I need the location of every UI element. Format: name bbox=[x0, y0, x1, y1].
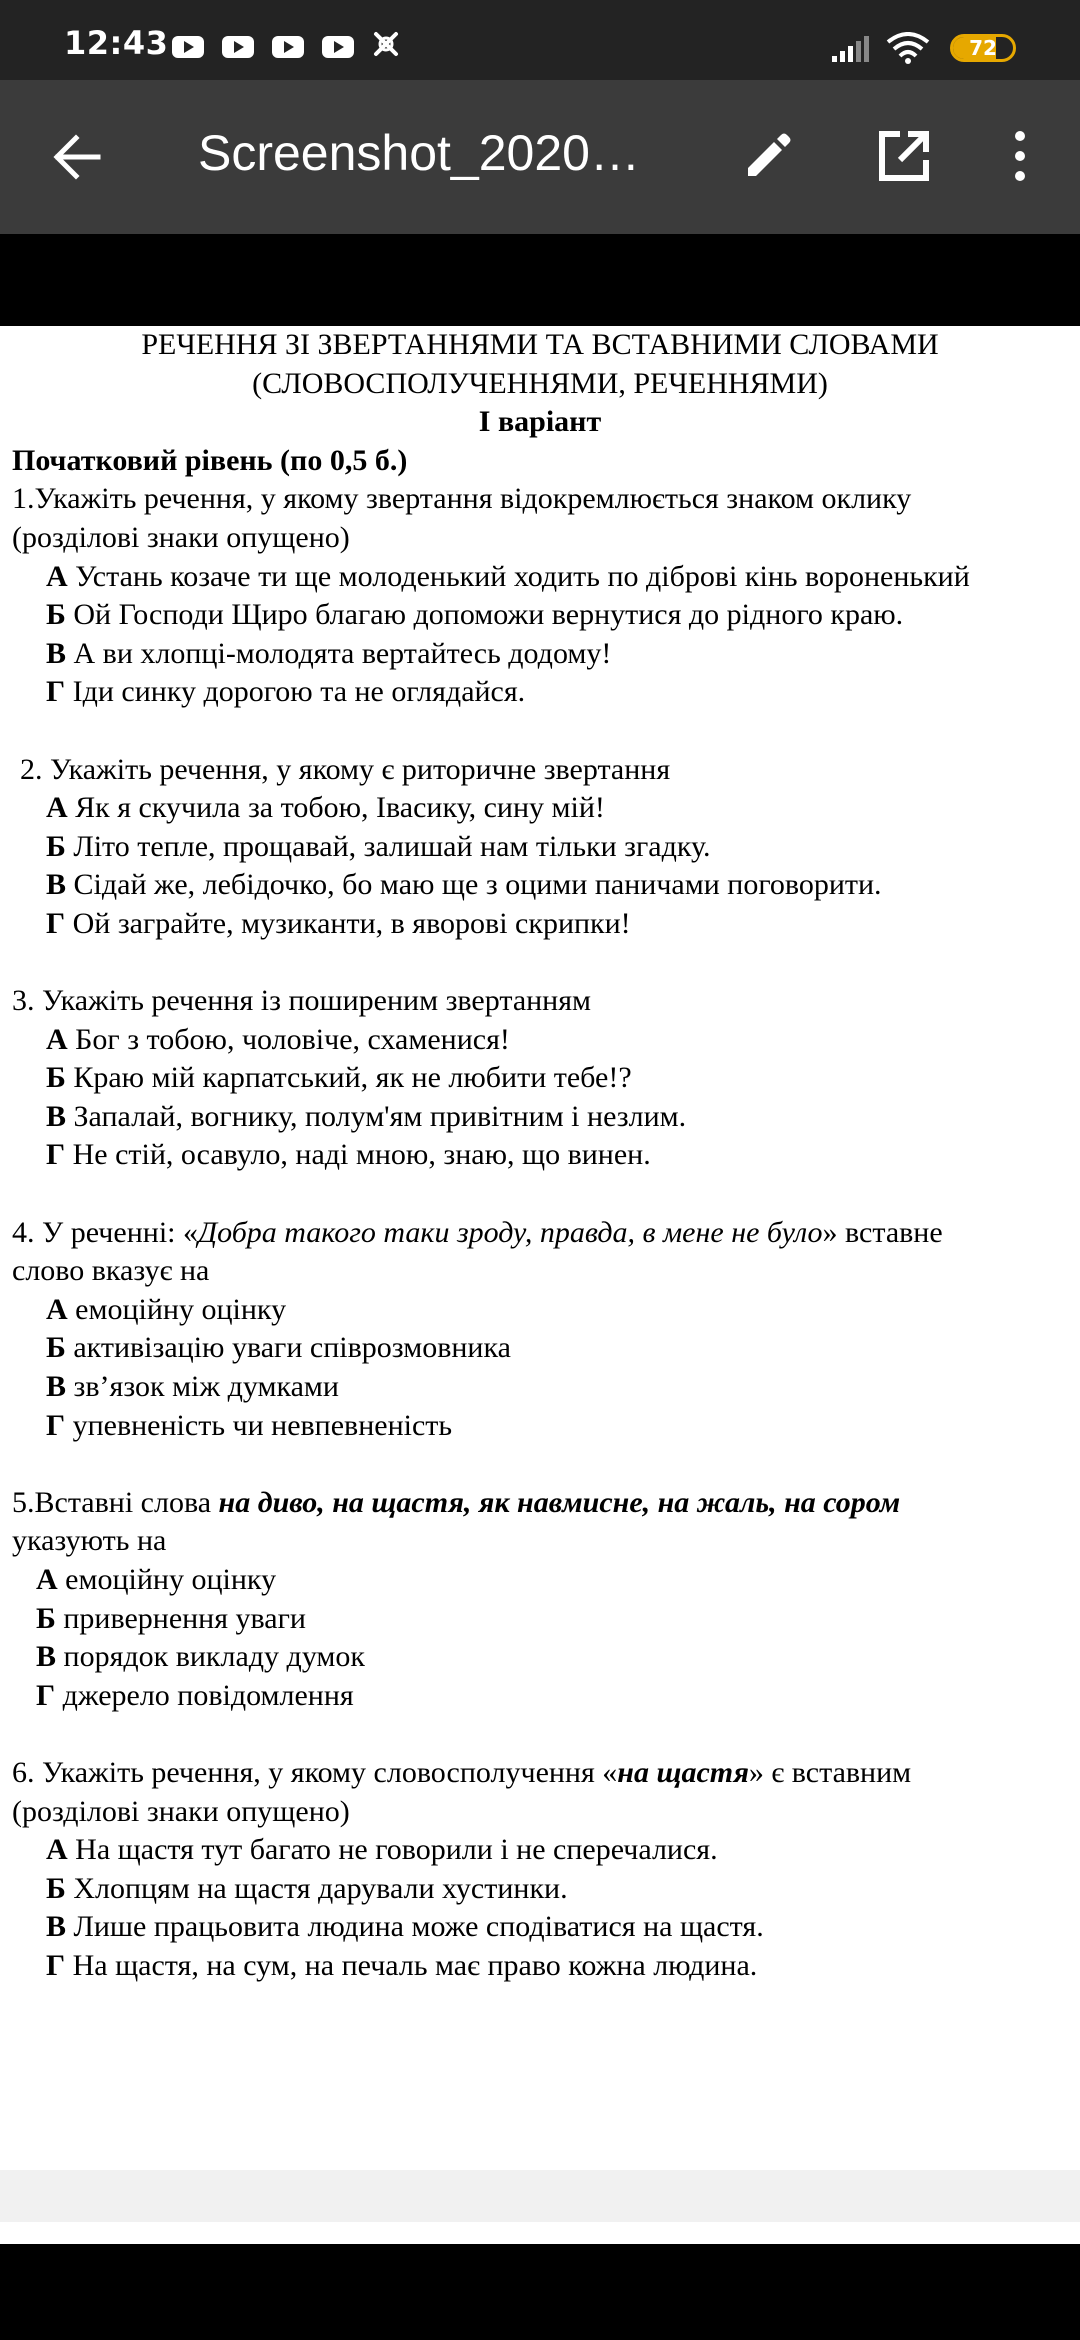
edit-pencil-icon[interactable] bbox=[740, 128, 796, 184]
page-bottom-strip bbox=[0, 2222, 1080, 2244]
q1-option-a bbox=[0, 558, 1080, 597]
q5-emphasis: на диво, на щастя, як навмисне, на жаль, на сором bbox=[218, 1485, 901, 1519]
option-text: Ой заграйте, музиканти, в яворові скрипки! bbox=[65, 906, 631, 940]
q5-option-c bbox=[0, 1638, 1080, 1677]
q4-option-d bbox=[0, 1407, 1080, 1446]
option-letter: А bbox=[36, 1563, 58, 1596]
document-content bbox=[0, 326, 1080, 1986]
q5-option-b bbox=[0, 1600, 1080, 1639]
q3-option-c bbox=[0, 1098, 1080, 1137]
q5-option-d bbox=[0, 1677, 1080, 1716]
option-text: Літо тепле, прощавай, залишай нам тільки згадку. bbox=[65, 829, 711, 863]
option-text: джерело повідомлення bbox=[55, 1678, 354, 1712]
q2-option-b bbox=[0, 828, 1080, 867]
bottom-area bbox=[0, 2244, 1080, 2340]
option-letter: Г bbox=[46, 1138, 66, 1172]
page-bottom-edge bbox=[0, 2170, 1080, 2222]
option-text: Краю мій карпатський, як не любити тебе!? bbox=[65, 1061, 632, 1095]
option-letter: Г bbox=[46, 675, 66, 709]
battery-percent: 72 bbox=[969, 36, 997, 60]
option-text: зв’язок між думками bbox=[66, 1370, 339, 1404]
option-text: Устань козаче ти ще молоденький ходить по діброві кінь вороненький bbox=[67, 559, 970, 593]
q1-option-c bbox=[0, 635, 1080, 674]
question-4-cont: слово вказує на bbox=[12, 1254, 210, 1288]
option-letter: А bbox=[46, 1022, 68, 1056]
status-time: 12:43 bbox=[64, 24, 169, 62]
q6-option-a bbox=[0, 1831, 1080, 1870]
q4-prefix: 4. У реченні: « bbox=[12, 1215, 198, 1249]
q3-option-a bbox=[0, 1021, 1080, 1060]
q2-option-d bbox=[0, 905, 1080, 944]
youtube-icon bbox=[222, 36, 254, 58]
option-text: емоційну оцінку bbox=[57, 1563, 277, 1596]
question-6-note: (розділові знаки опущено) bbox=[12, 1794, 350, 1828]
option-text: Сідай же, лебідочко, бо маю ще з оцими паничами поговорити. bbox=[66, 868, 882, 902]
option-letter: А bbox=[46, 1292, 68, 1326]
youtube-icon bbox=[272, 36, 304, 58]
more-vert-icon[interactable] bbox=[1000, 126, 1040, 186]
option-letter: Г bbox=[46, 1948, 66, 1982]
level-heading: Початковий рівень (по 0,5 б.) bbox=[12, 443, 408, 477]
q6-suffix: » є вставним bbox=[748, 1755, 912, 1789]
question-1-note: (розділові знаки опущено) bbox=[12, 520, 350, 554]
option-text: А ви хлопці-молодята вертайтесь додому! bbox=[66, 636, 612, 670]
option-text: На щастя тут багато не говорили і не сперечалися. bbox=[67, 1833, 718, 1867]
q4-option-a bbox=[0, 1291, 1080, 1330]
option-text: Як я скучила за тобою, Івасику, сину мій! bbox=[67, 791, 605, 825]
option-text: емоційну оцінку bbox=[67, 1292, 287, 1326]
document-title-line2: (СЛОВОСПОЛУЧЕННЯМИ, РЕЧЕННЯМИ) bbox=[252, 366, 828, 400]
option-letter: Г bbox=[46, 1408, 66, 1442]
option-text: привернення уваги bbox=[55, 1601, 306, 1635]
option-letter: Б bbox=[46, 598, 66, 632]
option-letter: Б bbox=[46, 1331, 66, 1365]
option-text: Іди синку дорогою та не оглядайся. bbox=[65, 675, 526, 709]
q5-prefix: 5.Вставні слова bbox=[12, 1485, 219, 1519]
q3-option-d bbox=[0, 1136, 1080, 1175]
wifi-icon bbox=[886, 32, 930, 64]
q4-option-b bbox=[0, 1329, 1080, 1368]
question-6 bbox=[0, 1754, 1080, 1793]
question-1: 1.Укажіть речення, у якому звертання відокремлюється знаком оклику bbox=[12, 482, 912, 516]
document-page[interactable] bbox=[0, 326, 1080, 2170]
q3-option-b bbox=[0, 1059, 1080, 1098]
option-text: упевненість чи невпевненість bbox=[65, 1408, 453, 1442]
q6-option-d bbox=[0, 1947, 1080, 1986]
q6-prefix: 6. Укажіть речення, у якому словосполучення « bbox=[12, 1755, 618, 1789]
question-5-cont: указують на bbox=[12, 1524, 167, 1558]
open-external-icon[interactable] bbox=[876, 128, 932, 184]
option-letter: В bbox=[46, 1910, 67, 1944]
option-text: Запалай, вогнику, полум'ям привітним і незлим. bbox=[66, 1099, 687, 1133]
option-letter: Г bbox=[46, 906, 66, 940]
option-text: порядок викладу думок bbox=[56, 1640, 365, 1674]
option-letter: Б bbox=[46, 1871, 66, 1905]
question-3: 3. Укажіть речення із поширеним звертанням bbox=[12, 984, 592, 1018]
option-text: Бог з тобою, чоловіче, схаменися! bbox=[67, 1022, 510, 1056]
option-letter: В bbox=[46, 636, 67, 670]
q2-option-a bbox=[0, 789, 1080, 828]
option-letter: А bbox=[46, 559, 68, 593]
option-text: Не стій, осавуло, наді мною, знаю, що винен. bbox=[65, 1138, 651, 1172]
q4-quote: Добра такого таки зроду, правда, в мене не було bbox=[198, 1215, 823, 1249]
q4-suffix: » вставне bbox=[822, 1215, 943, 1249]
option-letter: В bbox=[46, 868, 67, 902]
variant-heading: І варіант bbox=[478, 405, 602, 439]
q1-option-b bbox=[0, 596, 1080, 635]
q1-option-d bbox=[0, 673, 1080, 712]
option-text: Хлопцям на щастя дарували хустинки. bbox=[65, 1871, 568, 1905]
q2-option-c bbox=[0, 866, 1080, 905]
question-2: 2. Укажіть речення, у якому є риторичне звертання bbox=[20, 752, 671, 786]
page-title: Screenshot_2020… bbox=[198, 125, 640, 181]
q6-option-c bbox=[0, 1908, 1080, 1947]
option-letter: А bbox=[46, 791, 68, 825]
signal-icon bbox=[830, 34, 870, 64]
option-letter: А bbox=[46, 1833, 68, 1867]
notification-icon bbox=[370, 28, 402, 60]
option-letter: В bbox=[36, 1640, 57, 1674]
question-5 bbox=[0, 1484, 1080, 1523]
battery-icon bbox=[950, 34, 1016, 62]
youtube-icon bbox=[172, 36, 204, 58]
option-letter: Б bbox=[36, 1601, 56, 1635]
app-bar bbox=[0, 80, 1080, 234]
option-letter: Б bbox=[46, 829, 66, 863]
toolbar-spacer bbox=[0, 234, 1080, 326]
document-title-line1: РЕЧЕННЯ ЗІ ЗВЕРТАННЯМИ ТА ВСТАВНИМИ СЛОВАМИ bbox=[141, 328, 939, 361]
option-letter: В bbox=[46, 1370, 67, 1404]
option-text: Лише працьовита людина може сподіватися на щастя. bbox=[66, 1910, 764, 1944]
q5-option-a bbox=[0, 1561, 1080, 1600]
option-text: активізацію уваги співрозмовника bbox=[65, 1331, 511, 1365]
youtube-icon bbox=[322, 36, 354, 58]
option-text: На щастя, на сум, на печаль має право кожна людина. bbox=[65, 1948, 758, 1982]
back-arrow-icon[interactable] bbox=[50, 130, 104, 184]
option-letter: Г bbox=[36, 1678, 56, 1712]
q6-emphasis: на щастя bbox=[617, 1755, 749, 1789]
status-bar bbox=[0, 0, 1080, 80]
option-letter: Б bbox=[46, 1061, 66, 1095]
q4-option-c bbox=[0, 1368, 1080, 1407]
q6-option-b bbox=[0, 1870, 1080, 1909]
question-4 bbox=[0, 1214, 1080, 1253]
option-letter: В bbox=[46, 1099, 67, 1133]
option-text: Ой Господи Щиро благаю допоможи вернутися до рідного краю. bbox=[65, 598, 904, 632]
